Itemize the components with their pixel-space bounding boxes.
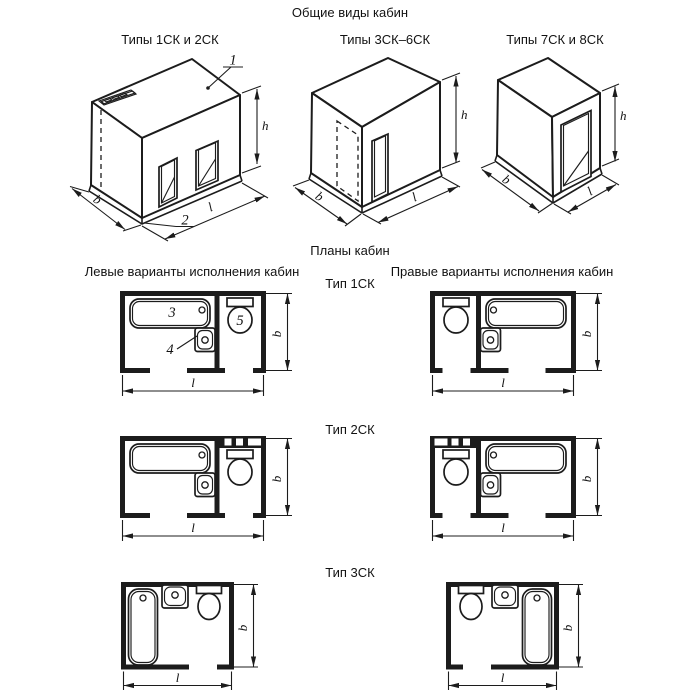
vent-slot [236,439,243,446]
dimension-height [242,86,269,173]
callout-1: 1 [229,52,237,69]
dim-label-b: b [499,171,514,188]
dimension-b [576,294,602,371]
door [372,134,388,202]
basin-hole [172,592,178,598]
cistern-shape [227,450,253,459]
dim-label-l: l [205,199,215,215]
toilet-bowl [460,594,482,620]
type1-label: Тип 1СК [325,276,375,291]
vent-slot [435,439,448,446]
door [561,111,591,193]
callout-5: 5 [236,313,244,329]
general-view-types-1ck-2ck [55,50,280,248]
dim-label-b: b [90,191,105,208]
washbasin [195,328,215,352]
dim-label-l: l [500,670,505,685]
dim-label-h: h [461,107,468,122]
dim-label-b: b [579,475,594,483]
washbasin [481,473,501,497]
basin-hole [202,482,208,488]
dim-label-b: b [560,624,575,632]
basin-hole [502,592,508,598]
dim-label-b: b [579,330,594,338]
dim-label-l: l [409,189,419,205]
plans-title: Планы кабин [310,243,390,258]
dimension-l [123,375,264,396]
dimension-l [433,520,574,541]
dim-label-l: l [191,375,195,390]
door-left [159,158,177,207]
toilet [443,450,469,485]
washbasin [195,473,215,497]
cistern-shape [443,450,469,459]
drain-hole [199,307,205,313]
cistern-shape [197,586,222,594]
type3-label: Тип 3СК [325,565,375,580]
plan-2ck-left [120,434,305,546]
toilet [459,586,484,620]
dimension-b [558,585,583,668]
dimension-height [602,84,627,166]
dimension-l [449,670,557,690]
view3-label: Типы 7СК и 8СК [506,32,604,47]
bathtub [486,444,566,473]
page-title: Общие виды кабин [291,5,409,20]
toilet [227,450,253,485]
type2-label: Тип 2СК [325,422,375,437]
callout-4: 4 [166,342,174,358]
washbasin [481,328,501,352]
vent-block [430,436,479,448]
general-view-types-3ck-6ck [290,55,475,235]
washbasin [162,585,188,608]
extension-lines [242,86,261,173]
vent-slot [452,439,459,446]
dimension-b [266,439,292,516]
toilet-bowl [198,594,220,620]
dimension-b [576,439,602,516]
callout-2: 2 [181,212,189,229]
cistern-shape [227,298,253,307]
drain-hole [199,452,205,458]
drain-hole [534,595,540,601]
dimension-l [124,670,232,690]
bathtub-shape [486,299,566,328]
bathtub [129,589,158,665]
drain-hole [140,595,146,601]
leader-dot [206,86,210,90]
view2-label: Типы 3СК–6СК [339,32,431,47]
dim-label-l: l [501,375,505,390]
left-variants-label: Левые варианты исполнения кабин [84,264,300,279]
basin-hole [202,337,208,343]
basin-hole [487,482,493,488]
bathtub [130,444,210,473]
vent-slot [225,439,232,446]
dim-label-b: b [269,330,284,338]
view1-label: Типы 1СК и 2СК [121,32,219,47]
vent-slot [463,439,470,446]
dimension-l [123,520,264,541]
dim-label-l: l [175,670,180,685]
general-view-types-7ck-8ck [480,55,650,230]
dim-label-l: l [584,183,596,199]
plan-3ck-right [446,580,601,692]
cistern-shape [459,586,484,594]
plan-2ck-right [430,434,615,546]
callout-3: 3 [168,305,176,321]
dim-label-h: h [262,118,269,133]
right-variants-label: Правые варианты исполнения кабин [390,264,614,279]
dim-label-l: l [191,520,195,535]
extension-lines [442,73,460,168]
leader-line [177,336,197,349]
cistern-shape [443,298,469,307]
washbasin [492,585,518,608]
vent-slot [248,439,261,446]
plan-3ck-left [121,580,276,692]
bathtub-shape [486,444,566,473]
toilet [197,586,222,620]
toilet-bowl [228,459,252,485]
dimension-l [433,375,574,396]
dim-label-b: b [312,188,327,205]
dimension-b [266,294,292,371]
plan-1ck-right [430,289,615,401]
toilet-bowl [444,459,468,485]
drain-hole [491,307,497,313]
door-right [196,141,218,190]
basin-hole [487,337,493,343]
bathtub [486,299,566,328]
bathtub [523,589,552,665]
plan-1ck-left [120,289,305,401]
vent-block [217,436,266,448]
toilet [443,298,469,333]
dim-label-b: b [235,624,250,632]
dim-label-l: l [501,520,505,535]
dimension-line [165,196,265,239]
dim-label-h: h [620,108,627,123]
dimension-b [233,585,258,668]
bathtub-shape [130,444,210,473]
dimension-height [442,73,468,168]
dim-label-b: b [269,475,284,483]
extension-lines [602,84,619,166]
toilet-bowl [444,307,468,333]
drain-hole [491,452,497,458]
